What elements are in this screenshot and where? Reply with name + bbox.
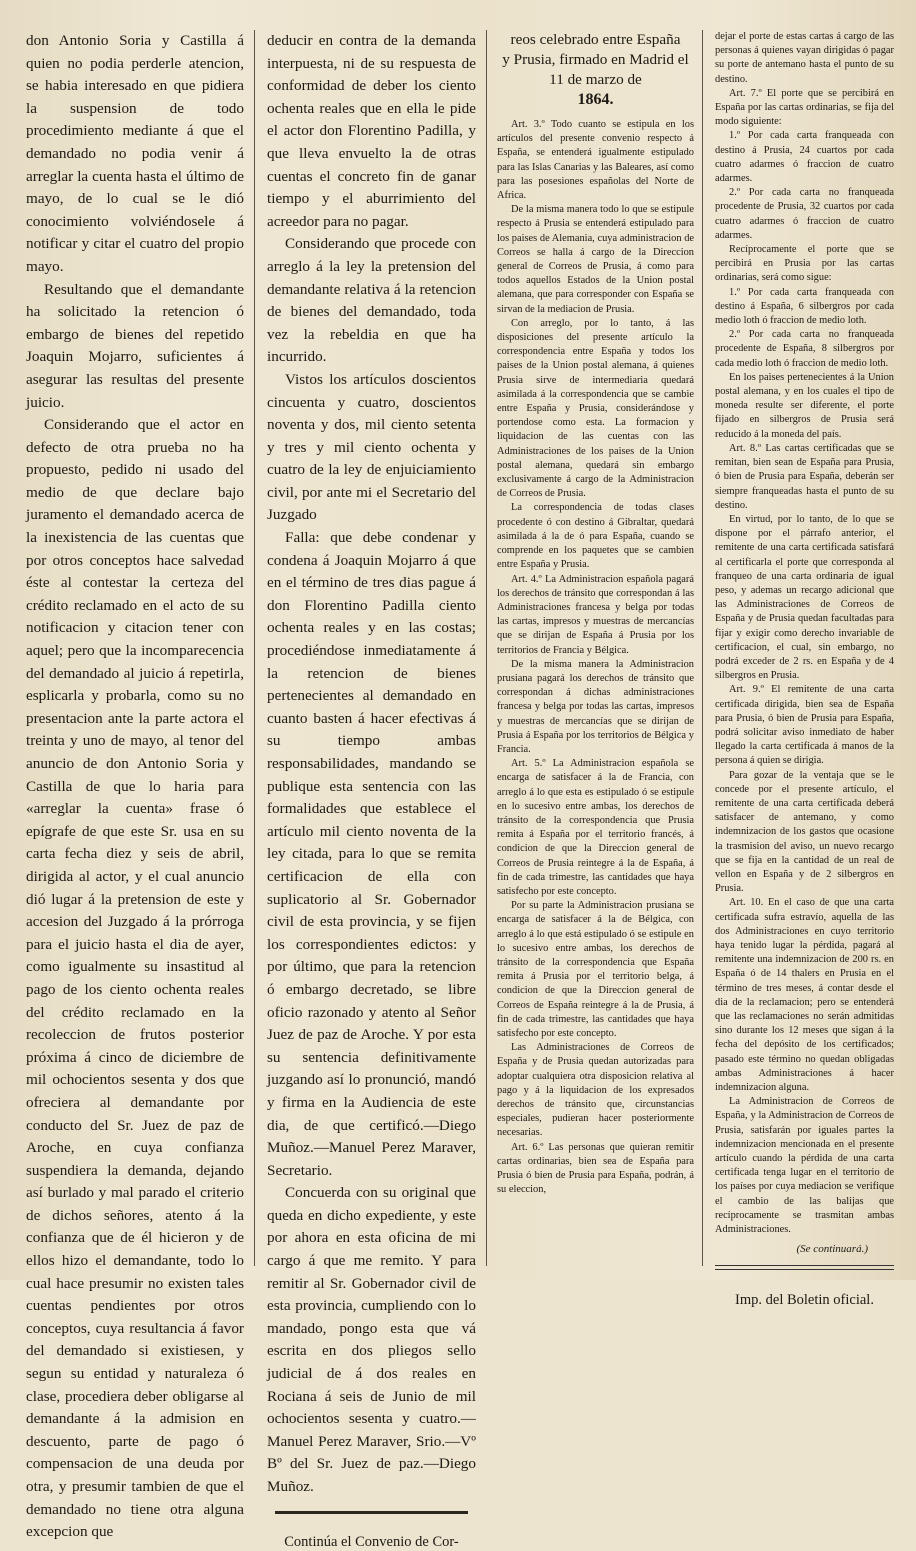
paragraph: Vistos los artículos doscientos cincuenta y cuatro, doscientos noventa y dos, mil ciento setenta y tres y mil ciento ochenta y cuatro de la ley de enjuiciamiento civil, por ante mi el Secretario del Juzgado	[267, 370, 476, 524]
columns	[26, 30, 896, 1550]
column-3-text	[497, 118, 694, 1197]
convenio-title-line-2: y Prusia, firmado en Madrid el 11 de marzo de	[502, 51, 689, 88]
paragraph: Resultando que el demandante ha solicitado la retencion ó embargo de bienes del repetido Joaquin Mojarro, suficientes á asegurar las resultas del presente juicio.	[26, 280, 244, 411]
paragraph: De la misma manera todo lo que se estipule respecto á Prusia se entenderá estipulado para los paises de Alemania, cuya administracion de Correos se halla á cargo de la Direccion general de Correos de Prusia, á como para todos aquellos Estados de la Union postal alemana, que para corresponder con España se sirvan de la mediacion de Prusia.	[497, 204, 694, 315]
paragraph: Art. 10. En el caso de que una carta certificada sufra estravío, aquella de las dos Administraciones en cuyo territorio haya tenido lugar la pérdida, pagará al remitente una indemnizacion de 200 rs. en España ó de 14 thalers en Prusia en el término de tres meses, á contar desde el dia de la reclamacion; pero se entenderá que las reclamaciones no serán admitidas sino durante los 12 meses que sigan á la fecha del depósito de los certificados; pasado este término no quedan obligadas ambas Administraciones á hacer indemnizacion alguna.	[715, 897, 894, 1094]
convenio-title-line-1: reos celebrado entre España	[510, 31, 681, 48]
imprint: Imp. del Boletin oficial.	[735, 1292, 874, 1309]
column-2-text	[267, 30, 476, 1499]
paragraph: Art. 5.º La Administracion española se encarga de satisfacer á la de Francia, con arreglo á lo que esta es estipulado ó se estipule en lo sucesivo entre ambas, los derechos de tránsito de la correspondencia que Prusia remita á España por el territorio francés, á condicion de que la Direccion general de Correos de Prusia reintegre á la de España, á fin de cada trimestre, las cantidades que haya satisfecho por este concepto.	[497, 758, 694, 897]
paragraph: Art. 7.º El porte que se percibirá en España por las cartas ordinarias, se fija del modo siguiente:	[715, 87, 894, 128]
paragraph: Recíprocamente el porte que se percibirá en Prusia por las cartas ordinarias, será como sigue:	[715, 244, 894, 284]
column-1-text	[26, 30, 244, 1544]
paragraph: En los paises pertenecientes á la Union postal alemana, y en los cuales el tipo de moneda resulte ser diferente, el porte fijado en silbergros de Prusia será reducido á la moneda del país.	[715, 371, 894, 440]
paragraph: Art. 4.º La Administracion española pagará los derechos de tránsito que correspondan á las Administraciones francesa y belga por todas las cartas, impresos y muestras de mercancías que se dirijan de España á Prusia por los territorios de Francia y Bélgica.	[497, 573, 694, 656]
footer-rules	[715, 1265, 894, 1270]
paragraph: De la misma manera la Administracion prusiana pagará los derechos de tránsito que correspondan á dichas administraciones francesa y belga por todas las cartas, impresos y muestras de mercancías que se dirijan de Prusia á España por los territorios de Bélgica y Francia.	[497, 658, 694, 755]
column-4-text	[715, 30, 894, 1237]
paragraph: 2.º Por cada carta no franqueada procedente de España, 8 silbergros por cada medio loth ó fraccion de medio loth.	[715, 329, 894, 369]
paragraph: 2.º Por cada carta no franqueada procedente de Prusia, 32 cuartos por cada cuatro adarmes ó fraccion de cuatro adarmes.	[715, 187, 894, 241]
paragraph: La Administracion de Correos de España, y la Administracion de Correos de Prusia, satisfarán por iguales partes la indemnizacion mencionada en el presente artículo cuando la pérdida de una carta certificada tenga lugar en el territorio de los países por cuya mediacion se verifique el cambio de las balijas que recíprocamente se trasmitan ambas Administraciones.	[715, 1096, 894, 1236]
column-1	[26, 30, 254, 1541]
paragraph: Art. 8.º Las cartas certificadas que se remitan, bien sean de España para Prusia, ó bien de Prusia para España, deberán ser siempre franqueadas hasta el punto de su destino.	[715, 442, 894, 511]
convenio-title	[497, 30, 694, 110]
paragraph: Con arreglo, por lo tanto, á las disposiciones del presente artículo la correspondencia entre España y todos los paises de la Union postal alemana, á quienes Prusia sirve de intermediaria quedará asimilada á la correspondencia que se cambie entre España y Prusia, considerándose y portendose como esta. La formacion y liquidacion de las cuentas con las Administraciones de los paises de la Union postal alemana, quedará sin embargo exclusivamente á cargo de la Administracion de Correos de Prusia.	[497, 317, 694, 500]
paragraph: deducir en contra de la demanda interpuesta, ni de su respuesta de conformidad de deber los ciento ochenta reales que en ella le pide el actor don Florentino Padilla, y que lleva envuelto la de otras cuentas el concreto fin de ganar tiempo y el aburrimiento del acreedor para no pagar.	[267, 32, 476, 230]
to-be-continued: (Se continuará.)	[796, 1243, 868, 1256]
paragraph: La correspondencia de todas clases procedente ó con destino á Gibraltar, quedará asimilada á la de ó para España, cuando se comprende en los paquetes que se cambien entre España y Prusia.	[497, 502, 694, 571]
paragraph: 1.º Por cada carta franqueada con destino á Prusia, 24 cuartos por cada cuatro adarmes ó fraccion de cuatro adarmes.	[715, 130, 894, 185]
continuation-heading: Continúa el Convenio de Cor-	[284, 1533, 459, 1550]
paragraph: Art. 3.º Todo cuanto se estipula en los artículos del presente convenio respecto á España, se entenderá igualmente estipulado para las Islas Canarias y las Baleares, así como para las posesiones españolas del Norte de Africa.	[497, 119, 694, 202]
paragraph: Considerando que el actor en defecto de otra prueba no ha propuesto, pedido ni usado del medio de que declare bajo juramento el demandado acerca de la inexistencia de las cuentas que por otros conceptos hace salvedad éste al contestar la certeza del crédito reclamado en el acto de su notificacion y citacion tener con aquel; pero que la incomparecencia del demandado al juicio á repetirla, esplicarla y probarla, como su no presentacion ante la parte actora el treinta y uno de mayo, al tenor del anuncio de don Antonio Soria y Castilla de que lo haria para «arreglar la cuenta» frase ó epígrafe de que este Sr. usa en su carta fecha diez y seis de abril, dirigida al actor, y el cual anuncio dió lugar á la pretension de este y accesion del Juzgado á la prórroga para el juicio hasta el dia de ayer, como igualmente su insastitud al pago de los ciento ochenta reales del crédito reclamado en la recoleccion de frutos posterior próxima á cinco de diciembre de mil ochocientos sesenta y dos que ofreciera al demandante por conducto del Sr. Juez de paz de Aroche, en cuya confianza suspendiera la demanda, dejando así burlado y mal parado el criterio de dichos señores, atento á la confianza que de él hicieron y de ellos hizo el demandante, todo lo cual hace presumir no existen tales cuentas pendientes por otros conceptos, cuya resultancia á favor del demandado si existiesen, y segun su entidad y naturaleza ó clase, procediera deber obligarse al demandante á la admision en descuento, parte de pago ó compensacion de una deuda por otra, y presumir tambien de que el demandado no tiene otra alguna excepcion que	[26, 416, 244, 1541]
paragraph: Concuerda con su original que queda en dicho expediente, y este por ahora en esta oficina de mi cargo á que me remito. Y para remitir al Sr. Gobernador civil de esta provincia, cumpliendo con lo mandado, pongo esta que vá escrita en dos pliegos sello judicial de á dos reales en Rociana á seis de Junio de mil ochocientos sesenta y cuatro.—Manuel Perez Maraver, Srio.—Vº Bº del Sr. Juez de paz.—Diego Muñoz.	[267, 1184, 476, 1495]
paragraph: Art. 6.º Las personas que quieran remitir cartas ordinarias, bien sea de España para Prusia ó bien de Prusia para España, podrán, á su eleccion,	[497, 1141, 694, 1196]
paragraph: don Antonio Soria y Castilla á quien no podia perderle atencion, se habia interesado en que pidiera la suspension de todo procedimiento mediante á que el demandado no podia venir á arreglar la cuenta hasta el último de mayo, de lo cual se le dió conocimiento volviéndosele á notificar y citar el cuatro del propio mayo.	[26, 32, 244, 275]
paragraph: dejar el porte de estas cartas á cargo de las personas á quienes vayan dirigidas ó pagar su porte de antemano hasta el punto de su destino.	[715, 31, 894, 85]
paragraph: Las Administraciones de Correos de España y de Prusia quedan autorizadas para adoptar cualquiera otra disposicion relativa al pago y á la liquidacion de los expresados derechos de tránsito que, circunstancias especiales, pudieran hacer posteriormente necesarias.	[497, 1042, 694, 1139]
paragraph: 1.º Por cada carta franqueada con destino á España, 6 silbergros por cada medio loth ó fraccion de medio loth.	[715, 286, 894, 327]
column-4	[702, 30, 896, 1309]
paragraph: Considerando que procede con arreglo á la ley la pretension del demandante relativa á la retencion de bienes del demandado, toda vez la rebeldia en que ha incurrido.	[267, 235, 476, 366]
section-separator	[275, 1511, 468, 1514]
paragraph: En virtud, por lo tanto, de lo que se dispone por el párrafo anterior, el remitente de una carta certificada satisfará al certificarla el porte que corresponda al franqueo de una carta ordinaria de igual peso, y ademas un recargo adicional que las Administraciones de Correos de España y de Prusia quedan facultadas para fijar y exigir como derecho invariable de certificacion, el cual, sin embargo, no podrá exceder de 2 rs. en España y de 4 silbergros en Prusia.	[715, 513, 894, 682]
paragraph: Para gozar de la ventaja que se le concede por el presente artículo, el remitente de una carta certificada deberá satisfacer de antemano, y como indemnizacion de los gastos que ocasione la trasmision del aviso, un nuevo recargo que se fija en la cantidad de un real de vellon en España y de 2 silbergros en Prusia.	[715, 769, 894, 895]
paragraph: Por su parte la Administracion prusiana se encarga de satisfacer á la de Bélgica, con arreglo á lo que está estipulado ó se estipule en lo sucesivo entre ambas, los derechos de tránsito de la correspondencia que España remita á Prusia por el territorio belga, á condicion de que la Direccion general de Correos de España reintegre á la de Prusia, á fin de cada trimestre, las cantidades que haya satisfecho por este concepto.	[497, 900, 694, 1039]
column-2	[254, 30, 486, 1550]
paragraph: Art. 9.º El remitente de una carta certificada dirigida, bien sea de España para Prusia, ó bien de Prusia para España, podrá solicitar aviso inmediato de haber llegado la carta certificada á manos de la persona á quien se dirigia.	[715, 684, 894, 767]
convenio-title-year: 1864.	[577, 91, 614, 108]
paragraph: Falla: que debe condenar y condena á Joaquin Mojarro á que en el término de tres dias pague á don Florentino Padilla ciento ochenta reales y en las costas; procediéndose inmediatamente á la retencion de bienes pertenecientes al demandado en cuanto basten á hacer efectivas á su tiempo ambas responsabilidades, mandando se publique esta sentencia con las formalidades que establece el artículo mil ciento noventa de la ley citada, para lo que se remita certificacion de ella con suplicatorio al Sr. Gobernador civil de esta provincia, y se fijen los correspondientes edictos: y por último, que para la retencion ó embargo decretado, se libre oficio razonado y atento al Señor Juez de paz de Aroche. Y por esta su sentencia definitivamente juzgando así lo pronunció, mandó y firma en la Audiencia de este dia, de que certificó.—Diego Muñoz.—Manuel Perez Maraver, Secretario.	[267, 529, 476, 1179]
column-3	[486, 30, 702, 1266]
